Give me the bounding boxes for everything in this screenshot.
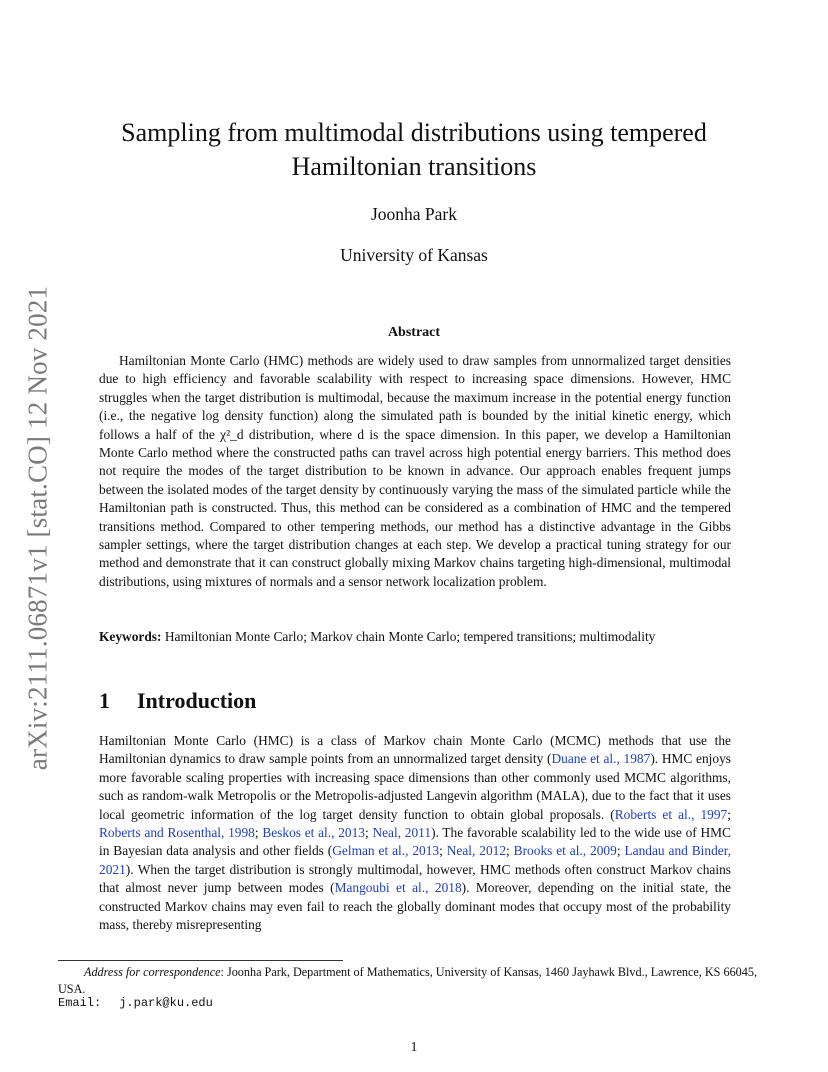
citation-link[interactable]: Gelman et al., 2013: [332, 843, 440, 859]
citation-link[interactable]: Mangoubi et al., 2018: [334, 880, 462, 896]
footnote: [58, 964, 778, 997]
section-heading: [99, 688, 256, 714]
footnote-email: [58, 996, 213, 1010]
author-name: Joonha Park: [370, 204, 458, 224]
intro-text: Hamiltonian Monte Carlo (HMC) is a class of Markov chain Monte Carlo (MCMC) methods that use the Hamiltonian dynamics to draw sample points from an unnormalized target density (: [99, 733, 731, 767]
citation-separator: ;: [727, 806, 731, 822]
email-label: Email:: [58, 996, 102, 1010]
intro-text: ). HMC enjoys more favorable scaling properties with increasing space dimensions than other commonly used MCMC algorithms, such as random-walk Metropolis or the Metropolis-adjusted Langevin algorithm (MALA), due to the fact that it uses local geometric information of the log target density function to obtain global proposals. (: [99, 751, 732, 822]
citation-separator: ;: [254, 825, 263, 841]
keywords-text: Hamiltonian Monte Carlo; Markov chain Monte Carlo; tempered transitions; multimodality: [164, 629, 656, 644]
citation-separator: ;: [439, 843, 447, 859]
citation-link[interactable]: Landau and Binder, 2021: [99, 843, 731, 877]
citation-link[interactable]: Neal, 2011: [372, 825, 432, 841]
citation-link[interactable]: Brooks et al., 2009: [513, 843, 617, 859]
page-number: 1: [410, 1040, 418, 1055]
citation-separator: ;: [616, 843, 625, 859]
citation-link[interactable]: Beskos et al., 2013: [262, 825, 365, 841]
arxiv-identifier: arXiv:2111.06871v1 [stat.CO] 12 Nov 2021: [22, 285, 53, 771]
keywords-label: Keywords:: [99, 629, 162, 644]
citation-separator: ;: [364, 825, 373, 841]
section-number: 1: [99, 688, 110, 713]
citation-link[interactable]: Roberts and Rosenthal, 1998: [99, 825, 255, 841]
footnote-label: Address for correspondence: [84, 965, 221, 979]
intro-text: ). The favorable scalability led to the wide use of HMC in Bayesian data analysis and other fields (: [99, 825, 731, 859]
citation-link[interactable]: Duane et al., 1987: [551, 751, 651, 767]
intro-text: ). When the target distribution is strongly multimodal, however, HMC methods often construct Markov chains that almost never jump between modes (: [99, 861, 731, 896]
section-title: Introduction: [137, 688, 257, 713]
intro-text: ). Moreover, depending on the initial state, the constructed Markov chains may even fail to reach the globally dominant modes that occupy most of the probability mass, thereby misrepresenting: [99, 880, 731, 933]
intro-paragraph: [99, 732, 731, 934]
abstract-text: Hamiltonian Monte Carlo (HMC) methods are widely used to draw samples from unnormalized target densities due to high efficiency and favorable scalability with respect to increasing space dimensions. However, HMC struggles when the target distribution is multimodal, because the maximum increase in the potential energy function (i.e., the negative log density function) along the simulated path is bounded by the initial kinetic energy, which follows a half of the χ²_d distribution, where d is the space dimension. In this paper, we develop a Hamiltonian Monte Carlo method where the constructed paths can travel across high potential energy barriers. This method does not require the modes of the target distribution to be known in advance. Our approach enables frequent jumps between the isolated modes of the target density by continuously varying the mass of the simulated particle while the Hamiltonian path is constructed. Thus, this method can be considered as a combination of HMC and the tempered transitions method. Compared to other tempering methods, our method has a distinctive advantage in the Gibbs sampler settings, where the target distribution changes at each step. We develop a practical tuning strategy for our method and demonstrate that it can construct globally mixing Markov chains targeting high-dimensional, multimodal distributions, using mixtures of normals and a sensor network localization problem.: [99, 353, 731, 589]
author-affiliation: University of Kansas: [340, 245, 488, 265]
paper-title: Sampling from multimodal distributions using tempered Hamiltonian transitions: [121, 118, 707, 181]
abstract-heading: Abstract: [387, 325, 441, 340]
footnote-text: : Joonha Park, Department of Mathematics, University of Kansas, 1460 Jayhawk Blvd., Lawrence, KS 66045, USA.: [58, 965, 758, 996]
citation-link[interactable]: Roberts et al., 1997: [614, 806, 728, 822]
citation-link[interactable]: Neal, 2012: [446, 843, 507, 859]
keywords: [99, 628, 731, 646]
email-address[interactable]: j.park@ku.edu: [119, 996, 213, 1010]
citation-separator: ;: [506, 843, 514, 859]
footnote-rule: [58, 960, 343, 961]
